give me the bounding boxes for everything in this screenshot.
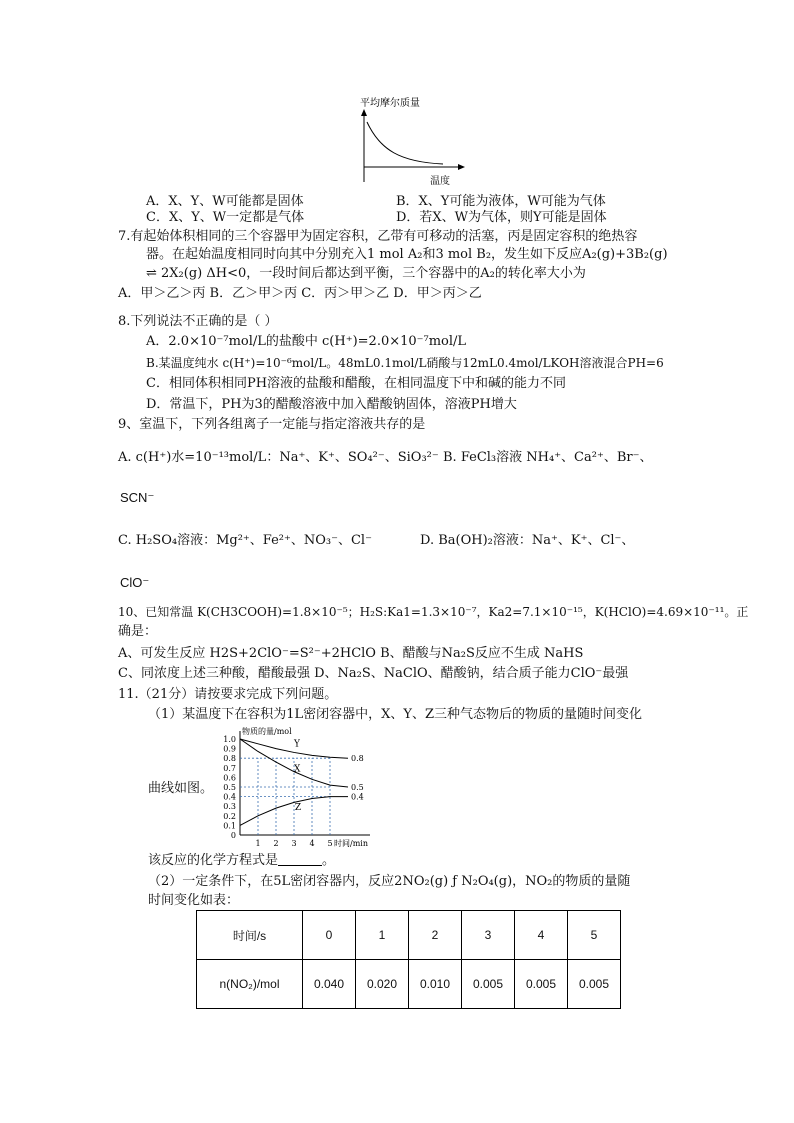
q6-option-a: A．X、Y、W可能都是固体 <box>146 194 304 209</box>
x-tick-label: 1 <box>255 839 261 848</box>
q9-option-a: A. c(H⁺)水=10⁻¹³mol/L：Na⁺、K⁺、SO₄²⁻、SiO₃²⁻ <box>118 450 439 465</box>
q8-option-c: C．相同体积相同PH溶液的盐酸和醋酸，在相同温度下中和碱的能力不同 <box>146 376 567 391</box>
table-cell: 0.005 <box>515 960 568 1009</box>
series-name-x: X <box>294 764 301 775</box>
y-tick-label: 1.0 <box>223 735 236 744</box>
table-header-row <box>197 911 621 960</box>
series-name-z: Z <box>294 803 302 814</box>
y-tick-label: 0.7 <box>223 763 236 773</box>
table-cell: 0.005 <box>568 960 621 1009</box>
q10-options-cd: C、同浓度上述三种酸，醋酸最强 D、Na₂S、NaClO、醋酸钠，结合质子能力ClO⁻最强 <box>118 666 629 681</box>
q7-line3: ⇌ 2X₂(g) ΔH<0，一段时间后都达到平衡，三个容器中的A₂的转化率大小为 <box>146 266 586 281</box>
q6-option-c: C．X、Y、W一定都是气体 <box>146 210 305 225</box>
x-tick-label: 3 <box>291 839 297 848</box>
table-cell: 0.005 <box>462 960 515 1009</box>
table-header-cell: 3 <box>462 911 515 960</box>
no2-table <box>196 910 621 1009</box>
y-tick-label: 0.6 <box>223 773 236 783</box>
x-axis-label: 时间/min <box>334 839 368 848</box>
q9-option-c: C. H₂SO₄溶液：Mg²⁺、Fe²⁺、NO₃⁻、Cl⁻ <box>118 533 372 548</box>
y-tick-label: 0 <box>230 831 236 840</box>
graph1-xlabel: 温度 <box>430 176 450 187</box>
q6-option-b: B．X、Y可能为液体，W可能为气体 <box>396 194 606 209</box>
series-end-label: 0.4 <box>351 792 364 802</box>
q8-stem: 8.下列说法不正确的是（ ） <box>118 314 278 329</box>
graph1-ylabel: 平均摩尔质量 <box>360 98 420 109</box>
table-header-cell: 4 <box>515 911 568 960</box>
x-tick-label: 5 <box>327 839 333 848</box>
table-cell: 0.010 <box>409 960 462 1009</box>
q11-stem: 11.（21分）请按要求完成下列问题。 <box>118 687 338 702</box>
q8-option-b: B.某温度纯水 c(H⁺)=10⁻⁶mol/L。48mL0.1mol/L硝酸与12mL0.4mol/LKOH溶液混合PH=6 <box>146 356 664 370</box>
q11-part1-c <box>148 853 335 869</box>
xyz-amount-chart <box>210 727 390 852</box>
answer-blank[interactable] <box>278 853 322 866</box>
table-header-cell: 2 <box>409 911 462 960</box>
q11-part1: （1）某温度下在容积为1L密闭容器中，X、Y、Z三种气态物后的物质的量随时间变化 <box>148 707 643 722</box>
table-row-label: n(NO₂)/mol <box>197 960 303 1009</box>
q6-option-d: D．若X、W为气体，则Y可能是固体 <box>396 210 607 225</box>
series-end-label: 0.8 <box>351 754 364 764</box>
q7-line1: 7.有起始体积相同的三个容器甲为固定容积，乙带有可移动的活塞，丙是固定容积的绝热容 <box>118 229 638 244</box>
q11-part2-b: 时间变化如表： <box>148 893 240 908</box>
q9-option-d-cont: ClO⁻ <box>120 575 150 590</box>
table-header-cell: 1 <box>356 911 409 960</box>
y-tick-label: 0.9 <box>223 744 236 754</box>
table-header-cell: 5 <box>568 911 621 960</box>
y-tick-label: 0.3 <box>223 802 236 812</box>
molar-mass-graph <box>345 92 475 192</box>
series-end-label: 0.5 <box>351 783 364 792</box>
q11-part2: （2）一定条件下，在5L密闭容器内，反应2NO₂(g) ƒ N₂O₄(g)，NO₂的物质的量随 <box>148 874 631 889</box>
series-name-y: Y <box>294 739 300 750</box>
y-tick-label: 0.4 <box>223 792 236 802</box>
table-cell: 0.020 <box>356 960 409 1009</box>
q8-option-a: A．2.0×10⁻⁷mol/L的盐酸中 c(H⁺)=2.0×10⁻⁷mol/L <box>146 334 467 349</box>
table-header-cell: 0 <box>303 911 356 960</box>
y-axis-label: 物质的量/mol <box>242 727 292 736</box>
table-header-cell: 时间/s <box>197 911 303 960</box>
y-tick-label: 0.2 <box>223 811 236 821</box>
x-tick-label: 2 <box>273 839 279 848</box>
q11-part1-b: 曲线如图。 <box>148 781 214 796</box>
q7-options: A．甲＞乙＞丙 B．乙＞甲＞丙 C．丙＞甲＞乙 D．甲＞丙＞乙 <box>118 286 482 301</box>
table-cell: 0.040 <box>303 960 356 1009</box>
table-row <box>197 960 621 1009</box>
q9-option-b-cont: SCN⁻ <box>120 490 155 505</box>
y-tick-label: 0.8 <box>223 754 236 764</box>
q10-options-ab: A、可发生反应 H2S+2ClO⁻=S²⁻+2HClO B、醋酸与Na₂S反应不生成 NaHS <box>118 646 584 661</box>
q9-stem: 9、室温下，下列各组离子一定能与指定溶液共存的是 <box>118 417 426 432</box>
q10-line1: 10、已知常温 K(CH3COOH)=1.8×10⁻⁵；H₂S:Ka1=1.3×10⁻⁷，Ka2=7.1×10⁻¹⁵，K(HClO)=4.69×10⁻¹¹。正 <box>118 605 749 619</box>
q11-equation-end: 。 <box>322 853 336 868</box>
q9-option-b: B. FeCl₃溶液 NH₄⁺、Ca²⁺、Br⁻、 <box>443 450 653 465</box>
q11-equation-prompt: 该反应的化学方程式是 <box>148 853 279 868</box>
y-tick-label: 0.1 <box>223 821 236 831</box>
q9-option-d: D. Ba(OH)₂溶液：Na⁺、K⁺、Cl⁻、 <box>420 533 635 548</box>
q10-line2: 确是： <box>118 624 158 639</box>
q7-line2: 器。在起始温度相同时向其中分别充入1 mol A₂和3 mol B₂，发生如下反应A₂(g)+3B₂(g) <box>146 247 668 262</box>
x-tick-label: 4 <box>309 839 315 848</box>
y-tick-label: 0.5 <box>223 783 236 792</box>
q8-option-d: D．常温下，PH为3的醋酸溶液中加入醋酸钠固体，溶液PH增大 <box>146 397 517 412</box>
